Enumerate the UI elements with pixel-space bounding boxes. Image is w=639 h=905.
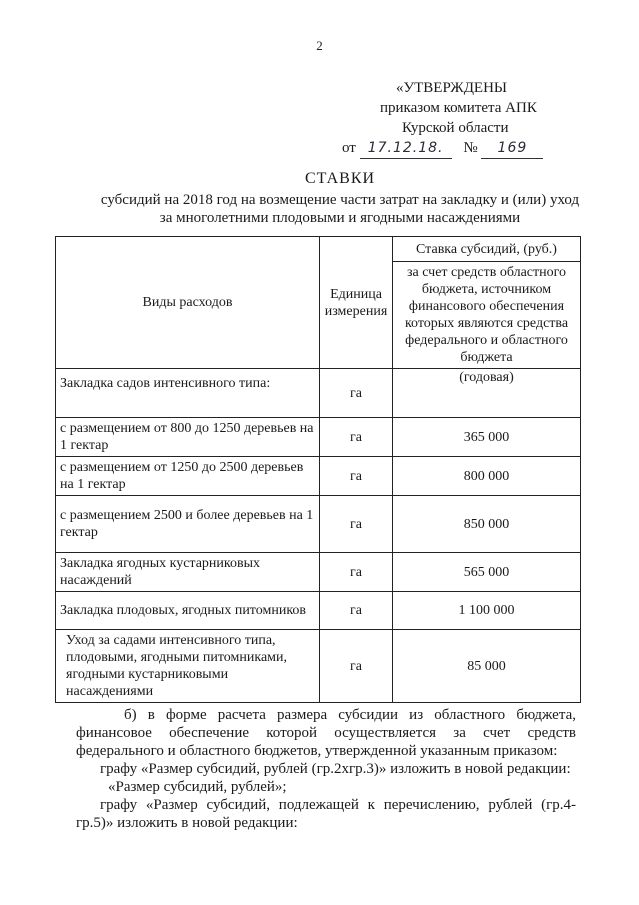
title-subtitle-line1: субсидий на 2018 год на возмещение части затрат на закладку и (или) уход <box>100 192 580 208</box>
row-rate: 800 000 <box>393 457 581 496</box>
approval-date-line <box>342 138 542 159</box>
paragraph-column-2: графу «Размер субсидий, подлежащей к перечислению, рублей (гр.4-гр.5)» изложить в новой редакции: <box>76 797 576 831</box>
header-unit: Единица измерения <box>320 237 393 369</box>
document-title <box>60 170 620 227</box>
paragraph-new-title: «Размер субсидий, рублей»; <box>108 779 287 795</box>
date-prefix: от <box>342 140 356 156</box>
table-row <box>56 630 581 703</box>
approval-block <box>342 78 580 159</box>
table-row <box>56 553 581 592</box>
table-row <box>56 457 581 496</box>
row-name: с размещением от 800 до 1250 деревьев на 1 гектар <box>56 418 320 457</box>
title-subtitle-line2: за многолетними плодовыми и ягодными насаждениями <box>159 210 521 226</box>
row-unit: га <box>320 630 393 703</box>
number-prefix: № <box>463 140 478 156</box>
row-unit: га <box>320 592 393 630</box>
row-rate: 365 000 <box>393 418 581 457</box>
page-number: 2 <box>316 38 323 53</box>
handwritten-number: 169 <box>481 138 543 159</box>
row-unit: га <box>320 496 393 553</box>
approval-heading: «УТВЕРЖДЕНЫ <box>396 80 508 96</box>
section-row-name: Закладка садов интенсивного типа: <box>56 369 320 418</box>
header-rate: Ставка субсидий, (руб.) <box>393 237 581 262</box>
rates-table <box>55 236 581 703</box>
approval-region: Курской области <box>402 120 509 136</box>
row-rate: 850 000 <box>393 496 581 553</box>
row-unit: га <box>320 418 393 457</box>
row-rate: 565 000 <box>393 553 581 592</box>
header-expense-types: Виды расходов <box>56 237 320 369</box>
row-name: Закладка ягодных кустарниковых насаждений <box>56 553 320 592</box>
table-row <box>56 496 581 553</box>
row-name: Закладка плодовых, ягодных питомников <box>56 592 320 630</box>
body-text <box>76 706 576 832</box>
header-rate-source: за счет средств областного бюджета, источником финансового обеспечения которых являются средства федерального и областного бюджета <box>393 262 581 369</box>
table-row <box>56 592 581 630</box>
table-row <box>56 418 581 457</box>
row-rate: 1 100 000 <box>393 592 581 630</box>
section-row-unit: га <box>320 369 393 418</box>
paragraph-calculation-form: б) в форме расчета размера субсидии из областного бюджета, финансовое обеспечение которой осуществляется за счет средств федерального и областного бюджетов, утвержденной указанным приказом: <box>76 707 576 759</box>
header-rate-annual: (годовая) <box>393 369 581 418</box>
row-name: с размещением от 1250 до 2500 деревьев на 1 гектар <box>56 457 320 496</box>
row-name: Уход за садами интенсивного типа, плодовыми, ягодными питомниками, ягодными кустарниковыми насаждениями <box>56 630 320 703</box>
paragraph-column-1: графу «Размер субсидий, рублей (гр.2хгр.3)» изложить в новой редакции: <box>100 761 571 777</box>
row-unit: га <box>320 457 393 496</box>
handwritten-date: 17.12.18. <box>360 138 452 159</box>
title-main: СТАВКИ <box>304 170 376 187</box>
approval-issuer: приказом комитета АПК <box>380 100 537 116</box>
row-name: с размещением 2500 и более деревьев на 1 гектар <box>56 496 320 553</box>
row-unit: га <box>320 553 393 592</box>
row-rate: 85 000 <box>393 630 581 703</box>
